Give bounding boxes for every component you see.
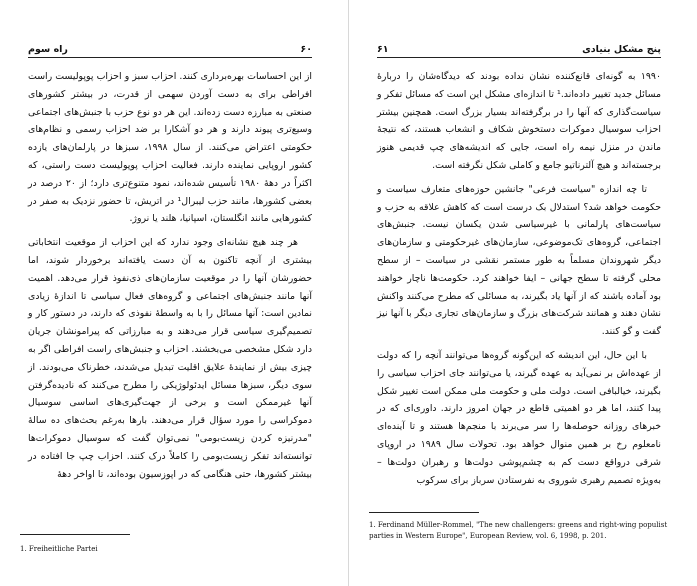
right-footnote: 1. Ferdinand Müller-Rommel, "The new challengers: greens and right-wing populist parties in Western Europe", European Review, vol. 6, 1998, p. 201. bbox=[369, 521, 668, 540]
right-footnote-rule bbox=[369, 512, 479, 513]
right-body-text bbox=[377, 68, 661, 495]
left-footnote: 1. Freiheitliche Partei bbox=[20, 545, 98, 553]
left-paragraph-1: از این احساسات بهره‌برداری کنند. احزاب سبز و احزاب پوپولیست راست افراطی برای به دست آوردن سهمی از قدرت، در بیشتر کشورهای صنعتی به مبارزه دست زده‌اند. این هر دو نوع حزب با جنبش‌های اجتماعی وسیع‌تری پیوند دارند و هر دو آشکارا بر ضد احزاب رسمی و نظام‌های حکومتی اعتراض می‌کنند. از سال ۱۹۹۸، سبزها در پارلمان‌های یازده کشور اروپایی نماینده دارند. فعالیت احزاب پوپولیست دست راستی، که اکثراً در دهه‌ٔ ۱۹۸۰ تأسیس شده‌اند، نمود متنوع‌تری دارد؛ از ۲۰ درصد در بعضی کشورها، مانند حزب لیبرال¹ در اتریش، تا حضور نزدیک به صفر در کشورهایی مانند انگلستان، اسپانیا، هلند یا نروژ. bbox=[28, 71, 312, 225]
right-running-title: پنج مشکل بنیادی bbox=[582, 44, 661, 55]
right-paragraph-1: ۱۹۹۰ به گونه‌ای قانع‌کننده نشان نداده بودند که دیدگاه‌شان را دربارهٔ مسائل جدید تغییر داده‌اند.¹ تا اندازه‌ای مشکل این است که مسائل تفکر و سیاست‌گذاری که آنها را در برگرفته‌اند بسیار بزرگ است. همچنین بیشتر احزاب سوسیال دموکرات دستخوش شکاف و انشعاب هستند، که نتیجهٔ ماندن در منزل نیمه راه است، جایی که اندیشه‌های چپ قدیمی هنوز برجسته‌اند و هیچ آلترناتیو جامع و کاملی شکل نگرفته است. bbox=[377, 71, 661, 171]
right-running-head bbox=[377, 41, 661, 58]
left-page bbox=[0, 0, 348, 586]
right-paragraph-3: با این حال، این اندیشه که این‌گونه گروه‌ها می‌توانند آنچه را که دولت از عهده‌اش بر نمی‌آید به عهده گیرند، یا می‌توانند جای احزاب سیاسی را بگیرند، خیالبافی است. دولت ملی و حکومت ملی ممکن است تغییر شکل پیدا کنند، اما هر دو اهمیتی قاطع در جهان امروز دارند. داوری‌ای که در خبرهای روزانه حوصله‌ها را سر می‌برند با منجم‌ها هستند و تا آینده‌ای نامعلوم رخ بر همین منوال خواهد بود. تحولات سال ۱۹۸۹ در اروپای شرقی درواقع دست کم به چشم‌پوشی دولت‌ها و رهبران دولت‌ها – به‌ویژه تصمیم رهبری شوروی به نفرستادن سرباز برای سرکوب bbox=[377, 349, 661, 486]
right-page bbox=[349, 0, 697, 586]
left-footnote-rule bbox=[20, 534, 130, 535]
right-page-number: ۶۱ bbox=[377, 44, 389, 55]
left-paragraph-2: هر چند هیچ نشانه‌ای وجود ندارد که این احزاب از موقعیت انتخاباتی بیشتری از آنچه تاکنون به آن دست یافته‌اند برخوردار شوند، اما حضورشان آنها را در موقعیت سازمان‌های ذی‌نفوذ قرار می‌دهد. اهمیت آنها مانند جنبش‌های اجتماعی و گروه‌های فعال سیاسی تا اندازهٔ زیادی نمادین است: آنها مسائل را با به واسطهٔ نفوذی که دارند، در دستور کار و تصمیم‌گیری سیاسی قرار می‌دهند و به مبارزاتی که پیرامونشان جریان دارد شکل مشخصی می‌بخشند. احزاب و جنبش‌های راست افراطی اگر به چیزی بیش از نمایندهٔ علایق اقلیت تبدیل می‌شدند، خطرناک می‌بودند. از سوی دیگر، سبزها مسائل ایدئولوژیکی را مطرح می‌کنند که نادیده‌گرفتن آنها غیرممکن است و برخی از جهت‌گیری‌های اساسی سوسیال دموکراسی را مورد سؤال قرار می‌دهند. بارها به‌رغم بحث‌های ده سالهٔ "مدرنیزه کردن زیست‌بومی" نمی‌توان گفت که سوسیال دموکرات‌ها توانسته‌اند تفکر زیست‌بومی را کاملاً درک کنند. احزاب چپ جا افتاده در بیشتر کشورها، حتی هنگامی که در اپوزسیون بوده‌اند، تا اواخر دههٔ bbox=[28, 237, 312, 480]
left-page-number: ۶۰ bbox=[300, 44, 312, 55]
left-running-title: راه سوم bbox=[28, 44, 68, 55]
left-body-text bbox=[28, 68, 312, 489]
right-paragraph-2: تا چه اندازه "سیاست فرعی" جانشین حوزه‌های متعارف سیاست و حکومت خواهد شد؟ استدلال بک درست است که کاهش علاقه به حزب و سیاست‌های پارلمانی با غیرسیاسی شدن یکسان نیست. جنبش‌های اجتماعی، گروه‌های تک‌موضوعی، سازمان‌های غیرحکومتی و سازمان‌های دیگر شهروندان مسلماً به طور مستمر نقشی در سیاست – از سطح محلی گرفته تا سطح جهانی – ایفا خواهند کرد. حکومت‌ها ناچار خواهند بود آماده باشند که از آنها یاد بگیرند، به مسائلی که مطرح می‌کنند واکنش نشان دهند و همانند شرکت‌های بزرگ و سازمان‌های تجاری دیگر با آنها نیز گفت و گو کنند. bbox=[377, 183, 661, 338]
left-running-head bbox=[28, 41, 312, 58]
